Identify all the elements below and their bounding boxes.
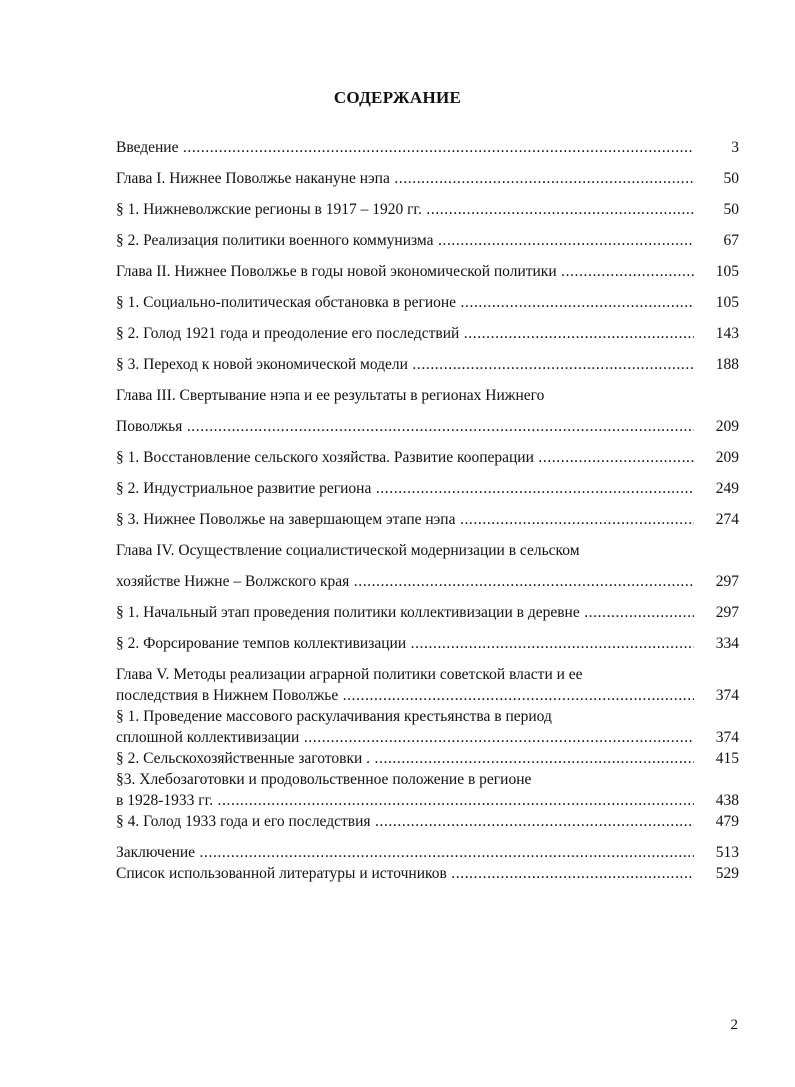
toc-entry [116,602,739,623]
page-title: СОДЕРЖАНИЕ [333,88,462,107]
toc-entry-page: 209 [712,447,739,468]
toc-entry [116,509,739,530]
toc-entry-page: 374 [712,727,739,748]
toc-entry-page: 188 [712,354,739,375]
toc-entry-title: § 1. Восстановление сельского хозяйства. Развитие кооперации ..... [116,447,694,468]
toc-entry-page: 209 [712,416,739,437]
toc-entry-title: § 2. Голод 1921 года и преодоление его последствий ..... [116,323,694,344]
toc-entry-title: § 3. Нижнее Поволжье на завершающем этапе нэпа ..... [116,509,694,530]
toc-entry-page: 67 [720,230,740,251]
toc-entry-page: 50 [720,168,740,189]
toc-entry-title: § 1. Проведение массового раскулачивания крестьянства в период [116,708,552,725]
toc-entry [116,540,739,561]
toc-entry [116,416,739,437]
toc-entry-title: § 4. Голод 1933 года и его последствия ..... [116,811,694,832]
toc-entry-title: § 1. Нижневолжские регионы в 1917 – 1920 гг. ..... [116,199,694,220]
toc-entry [116,664,739,685]
toc-entry-title: § 1. Начальный этап проведения политики коллективизации в деревне ..... [116,602,694,623]
toc-entry [116,354,739,375]
toc-entry-title: §3. Хлебозаготовки и продовольственное положение в регионе [116,771,532,788]
toc-entry-page: 274 [712,509,739,530]
toc-entry-title: Глава IV. Осуществление социалистической модернизации в сельском [116,542,580,559]
toc-entry [116,323,739,344]
toc-entry-page: 297 [712,571,739,592]
toc-entry [116,478,739,499]
toc-entry [116,571,739,592]
toc-entry-title: § 2. Форсирование темпов коллективизации ..... [116,633,694,654]
toc-entry [116,199,739,220]
toc-entry-title: § 2. Реализация политики военного коммунизма ..... [116,230,694,251]
toc-entry-page: 249 [712,478,739,499]
toc-entry-title: Заключение ..... [116,842,694,863]
toc-entry [116,727,739,748]
toc-entry [116,748,739,769]
toc-entry [116,261,739,282]
toc-entry-page: 334 [712,633,739,654]
toc-entry-title: § 3. Переход к новой экономической модели ..... [116,354,694,375]
toc-entry-title: сплошной коллективизации ..... [116,727,694,748]
toc-entry-title: Глава III. Свертывание нэпа и ее результаты в регионах Нижнего [116,387,545,404]
toc-entry-title: Глава I. Нижнее Поволжье накануне нэпа ..... [116,168,694,189]
toc-entry-page: 143 [712,323,739,344]
toc-entry-title: Список использованной литературы и источников ..... [116,863,694,884]
toc-entry [116,137,739,158]
toc-entry [116,811,739,832]
toc-entry-page: 297 [712,602,739,623]
toc-entry [116,385,739,406]
toc-entry [116,685,739,706]
toc-entry-title: Глава V. Методы реализации аграрной политики советской власти и ее [116,666,583,683]
toc-entry [116,230,739,251]
toc-entry-page: 438 [712,790,739,811]
page-number: 2 [730,1017,738,1033]
toc-entry-page: 3 [727,137,739,158]
toc-entry [116,863,739,884]
toc-entry-title: § 2. Индустриальное развитие региона ..... [116,478,694,499]
toc-entry-title: § 2. Сельскохозяйственные заготовки . ..... [116,748,694,769]
toc-entry-title: в 1928-1933 гг. ..... [116,790,694,811]
toc-entry [116,633,739,654]
toc-entry-title: Глава II. Нижнее Поволжье в годы новой экономической политики ..... [116,261,694,282]
toc-entry-title: § 1. Социально-политическая обстановка в регионе ..... [116,292,694,313]
toc-entry-page: 105 [712,261,739,282]
toc-entry-title: хозяйстве Нижне – Волжского края ..... [116,571,694,592]
toc-entry [116,842,739,863]
toc-entry [116,168,739,189]
toc-entry-page: 374 [712,685,739,706]
toc-entry-title: Поволжья ..... [116,416,694,437]
toc-entry-page: 529 [712,863,739,884]
toc-entry-page: 513 [712,842,739,863]
toc-entry [116,447,739,468]
toc-entry-page: 479 [712,811,739,832]
toc-entry [116,706,739,727]
toc-entry [116,790,739,811]
toc-entry-page: 105 [712,292,739,313]
toc-entry [116,292,739,313]
toc-entry [116,769,739,790]
toc-entry-title: Введение ..... [116,137,694,158]
toc-entry-page: 415 [712,748,739,769]
toc-entry-title: последствия в Нижнем Поволжье ..... [116,685,694,706]
toc-entry-page: 50 [720,199,740,220]
